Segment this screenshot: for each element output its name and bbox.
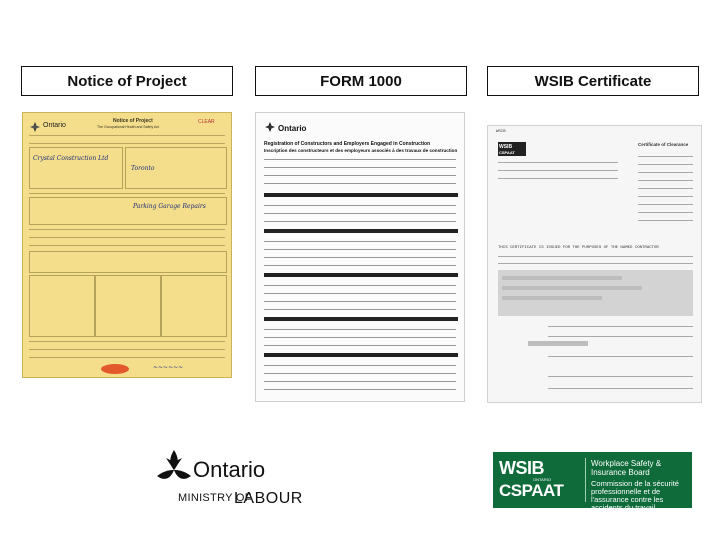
wsib-cert-brand-bottom: CSPAAT (499, 150, 515, 155)
form1000-brand: Ontario (278, 124, 307, 133)
wsib-cert-note: THIS CERTIFICATE IS ISSUED FOR THE PURPOSES OF THE NAMED CONTRACTOR (498, 246, 659, 250)
ministry-of-text: MINISTRY OF (178, 492, 252, 504)
wsib-cert-brand-top: WSIB (499, 144, 513, 150)
wsib-cert-title: Certificate of Clearance (638, 142, 689, 147)
notice-clear-label: CLEAR (198, 119, 215, 125)
header-form-1000 (255, 66, 467, 96)
notice-handwritten-project: Parking Garage Repairs (133, 203, 206, 210)
header-form1000-label: FORM 1000 (320, 72, 402, 90)
header-notice-of-project (21, 66, 233, 96)
form1000-title-fr: Inscription des constructeurs et des employeurs associés à des travaux de construction (264, 148, 458, 153)
notice-title: Notice of Project (113, 118, 153, 124)
header-notice-label: Notice of Project (67, 72, 187, 90)
ontario-trillium-icon (155, 448, 193, 488)
wsib-certificate-image (487, 125, 702, 403)
wsib-logo-divider (585, 458, 586, 502)
wsib-logo-wsib: WSIB (499, 458, 544, 478)
header-wsib-label: WSIB Certificate (534, 72, 652, 90)
wsib-logo-french: Commission de la sécurité professionnelle et de l'assurance contre les accidents du travail (591, 479, 679, 512)
notice-brand: Ontario (43, 122, 66, 129)
wsib-logo-english: Workplace Safety & Insurance Board (591, 459, 662, 477)
form1000-title-en: Registration of Constructors and Employers Engaged in Construction (264, 141, 431, 147)
form-1000-image (255, 112, 465, 402)
labour-text: LABOUR (234, 490, 303, 507)
wsib-logo (493, 452, 692, 512)
ontario-logo-text: Ontario (193, 457, 266, 482)
notice-handwritten-company: Crystal Construction Ltd (33, 155, 109, 162)
wsib-header-code: WSIB (496, 130, 506, 134)
wsib-logo-ontario: ONTARIO (533, 477, 551, 482)
ontario-trillium-small-icon (29, 121, 41, 133)
header-wsib-certificate (487, 66, 699, 96)
notice-signature: ~~~~~~ (153, 364, 184, 371)
wsib-logo-cspaat: CSPAAT (499, 481, 564, 500)
notice-handwritten-city: Toronto (131, 165, 155, 172)
ontario-trillium-form-icon (264, 121, 276, 133)
notice-of-project-image (22, 112, 232, 378)
notice-subtitle: The Occupational Health and Safety Act (97, 125, 160, 129)
red-stamp (101, 364, 129, 374)
